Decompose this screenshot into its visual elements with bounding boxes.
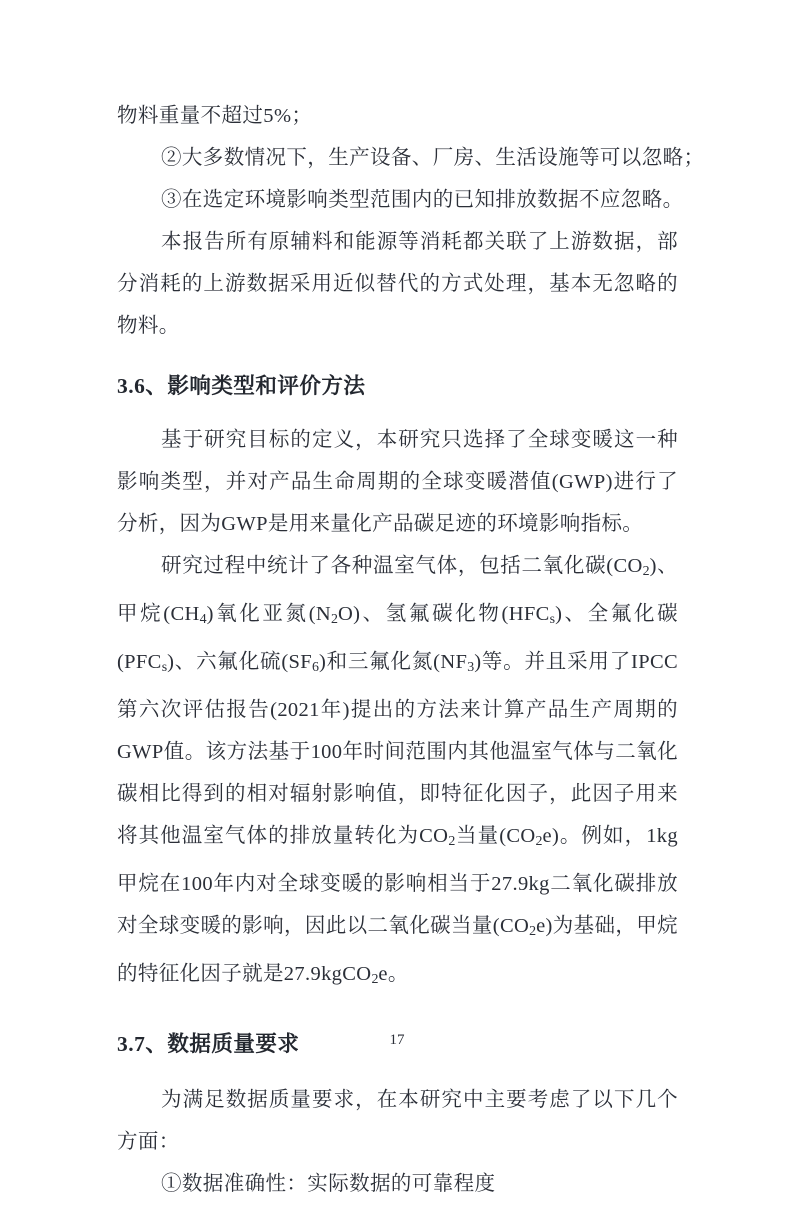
chemical-subscript: 2 [642,564,650,580]
chemical-subscript: s [549,612,556,628]
chemical-subscript: 4 [199,612,207,628]
chemical-subscript: 2 [371,972,379,988]
section-heading-3-7: 3.7、数据质量要求 [117,1032,300,1057]
paragraph-3-6-1: 基于研究目标的定义，本研究只选择了全球变暖这一种影响类型，并对产品生命周期的全球变暖潜值(GWP)进行了分析，因为GWP是用来量化产品碳足迹的环境影响指标。 [117,429,678,535]
chemical-subscript: 6 [312,660,319,676]
chemical-subscript: s [161,660,168,676]
chemical-subscript: 2 [535,834,543,850]
paragraph-upstream-data: 本报告所有原辅料和能源等消耗都关联了上游数据，部分消耗的上游数据采用近似替代的方式处理，基本无忽略的物料。 [117,231,678,337]
list-item-data-accuracy: ①数据准确性：实际数据的可靠程度 [161,1173,496,1196]
chemical-subscript: 2 [448,834,456,850]
list-item-3: ③在选定环境影响类型范围内的已知排放数据不应忽略。 [161,189,684,211]
chemical-subscript: 2 [331,612,338,628]
paragraph-3-6-2: 研究过程中统计了各种温室气体，包括二氧化碳$(CO_2)$、甲烷$(CH_4)$氧化亚氮$(N_2O)$、氢氟碳化物$(HFC_s)$、全氟化碳$(PFC_s)$、六氟化硫$(SF_6)$和三氟化氮$(NF_3)$等。并且采用了IPCC第六次评估报告(2021年)提出的方法来计算产品生产周期的GWP值。该方法基于100年时间范围内其他温室气体与二氧化碳相比得到的相对辐射影响值，即特征化因子，此因子用来将其他温室气体的排放量转化为$CO_2$当量$(CO_2e)$。例如，1kg甲烷在100年内对全球变暖的影响相当于27.9kg二氧化碳排放对全球变暖的影响，因此以二氧化碳当量$(CO_2e)$为基础，甲烷的特征化因子就是27.9kgCO$_2$e。 [117,555,679,988]
paragraph-3-7-1: 为满足数据质量要求，在本研究中主要考虑了以下几个方面： [117,1089,678,1154]
section-heading-3-6: 3.6、影响类型和评价方法 [117,374,366,398]
page-number: 17 [389,1032,405,1048]
chemical-subscript: 2 [529,924,537,940]
continued-line: 物料重量不超过5%； [117,105,313,127]
chemical-subscript: 3 [467,660,475,676]
list-item-2: ②大多数情况下，生产设备、厂房、生活设施等可以忽略； [161,147,705,169]
